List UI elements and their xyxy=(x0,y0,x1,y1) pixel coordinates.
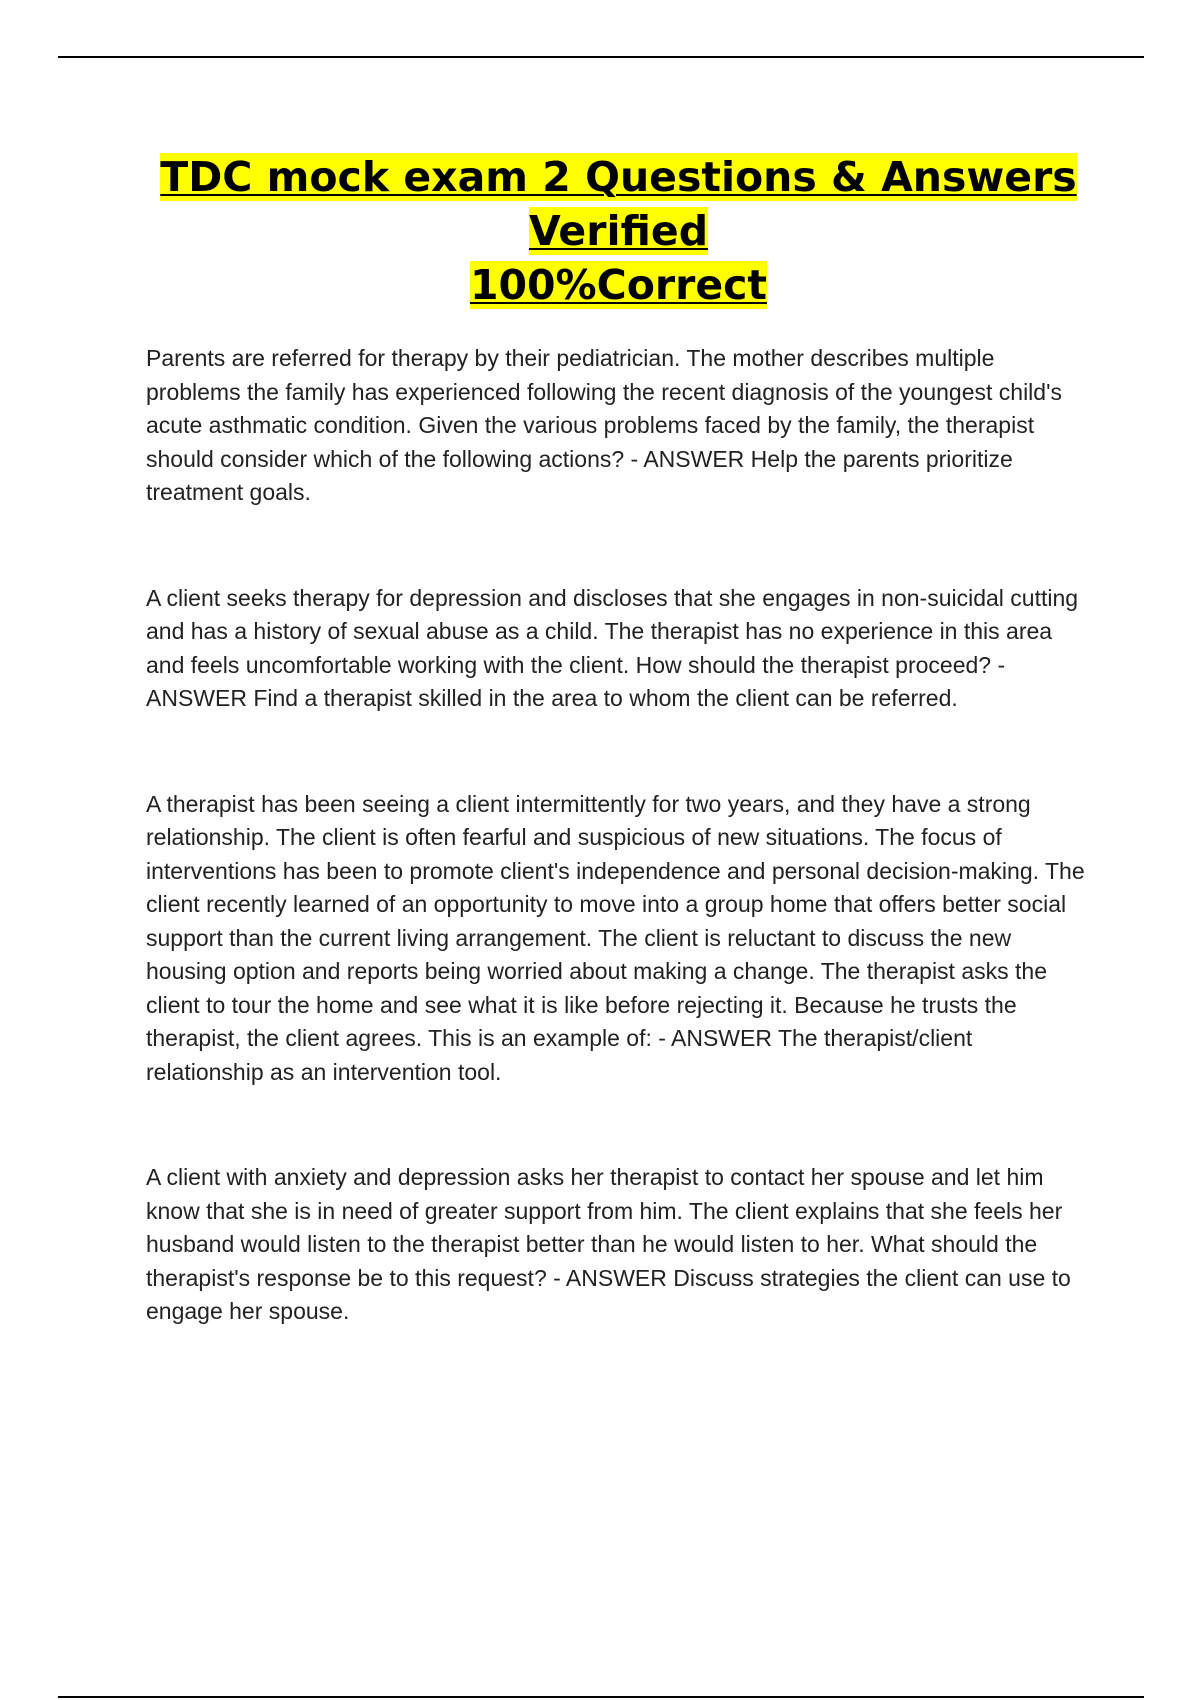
top-rule xyxy=(58,56,1144,58)
qa-item-4: A client with anxiety and depression asks her therapist to contact her spouse and let him know that she is in need of greater support from him. The client explains that she feels her husband would listen to the therapist better than he would listen to her. What should the therapist's response be to this request? - ANSWER Discuss strategies the client can use to engage her spouse. xyxy=(146,1164,1071,1324)
bottom-rule xyxy=(58,1696,1144,1698)
qa-item-3: A therapist has been seeing a client intermittently for two years, and they have a strong relationship. The client is often fearful and suspicious of new situations. The focus of interventions has been to promote client's independence and personal decision-making. The client recently learned of an opportunity to move into a group home that offers better social support than the current living arrangement. The client is reluctant to discuss the new housing option and reports being worried about making a change. The therapist asks the client to tour the home and see what it is like before rejecting it. Because he trusts the therapist, the client agrees. This is an example of: - ANSWER The therapist/client relationship as an intervention tool. xyxy=(146,790,1085,1085)
title-line-2: 100%Correct xyxy=(469,261,768,309)
qa-item-1: Parents are referred for therapy by their pediatrician. The mother describes multiple problems the family has experienced following the recent diagnosis of the youngest child's acute asthmatic condition. Given the various problems faced by the family, the therapist should consider which of the following actions? - ANSWER Help the parents prioritize treatment goals. xyxy=(146,345,1062,505)
title-line-1: TDC mock exam 2 Questions & Answers Verified xyxy=(160,153,1077,255)
document-title xyxy=(146,150,1091,312)
qa-item-2: A client seeks therapy for depression and discloses that she engages in non-suicidal cutting and has a history of sexual abuse as a child. The therapist has no experience in this area and feels uncomfortable working with the client. How should the therapist proceed? - ANSWER Find a therapist skilled in the area to whom the client can be referred. xyxy=(146,584,1079,711)
document-body xyxy=(146,150,1091,1401)
